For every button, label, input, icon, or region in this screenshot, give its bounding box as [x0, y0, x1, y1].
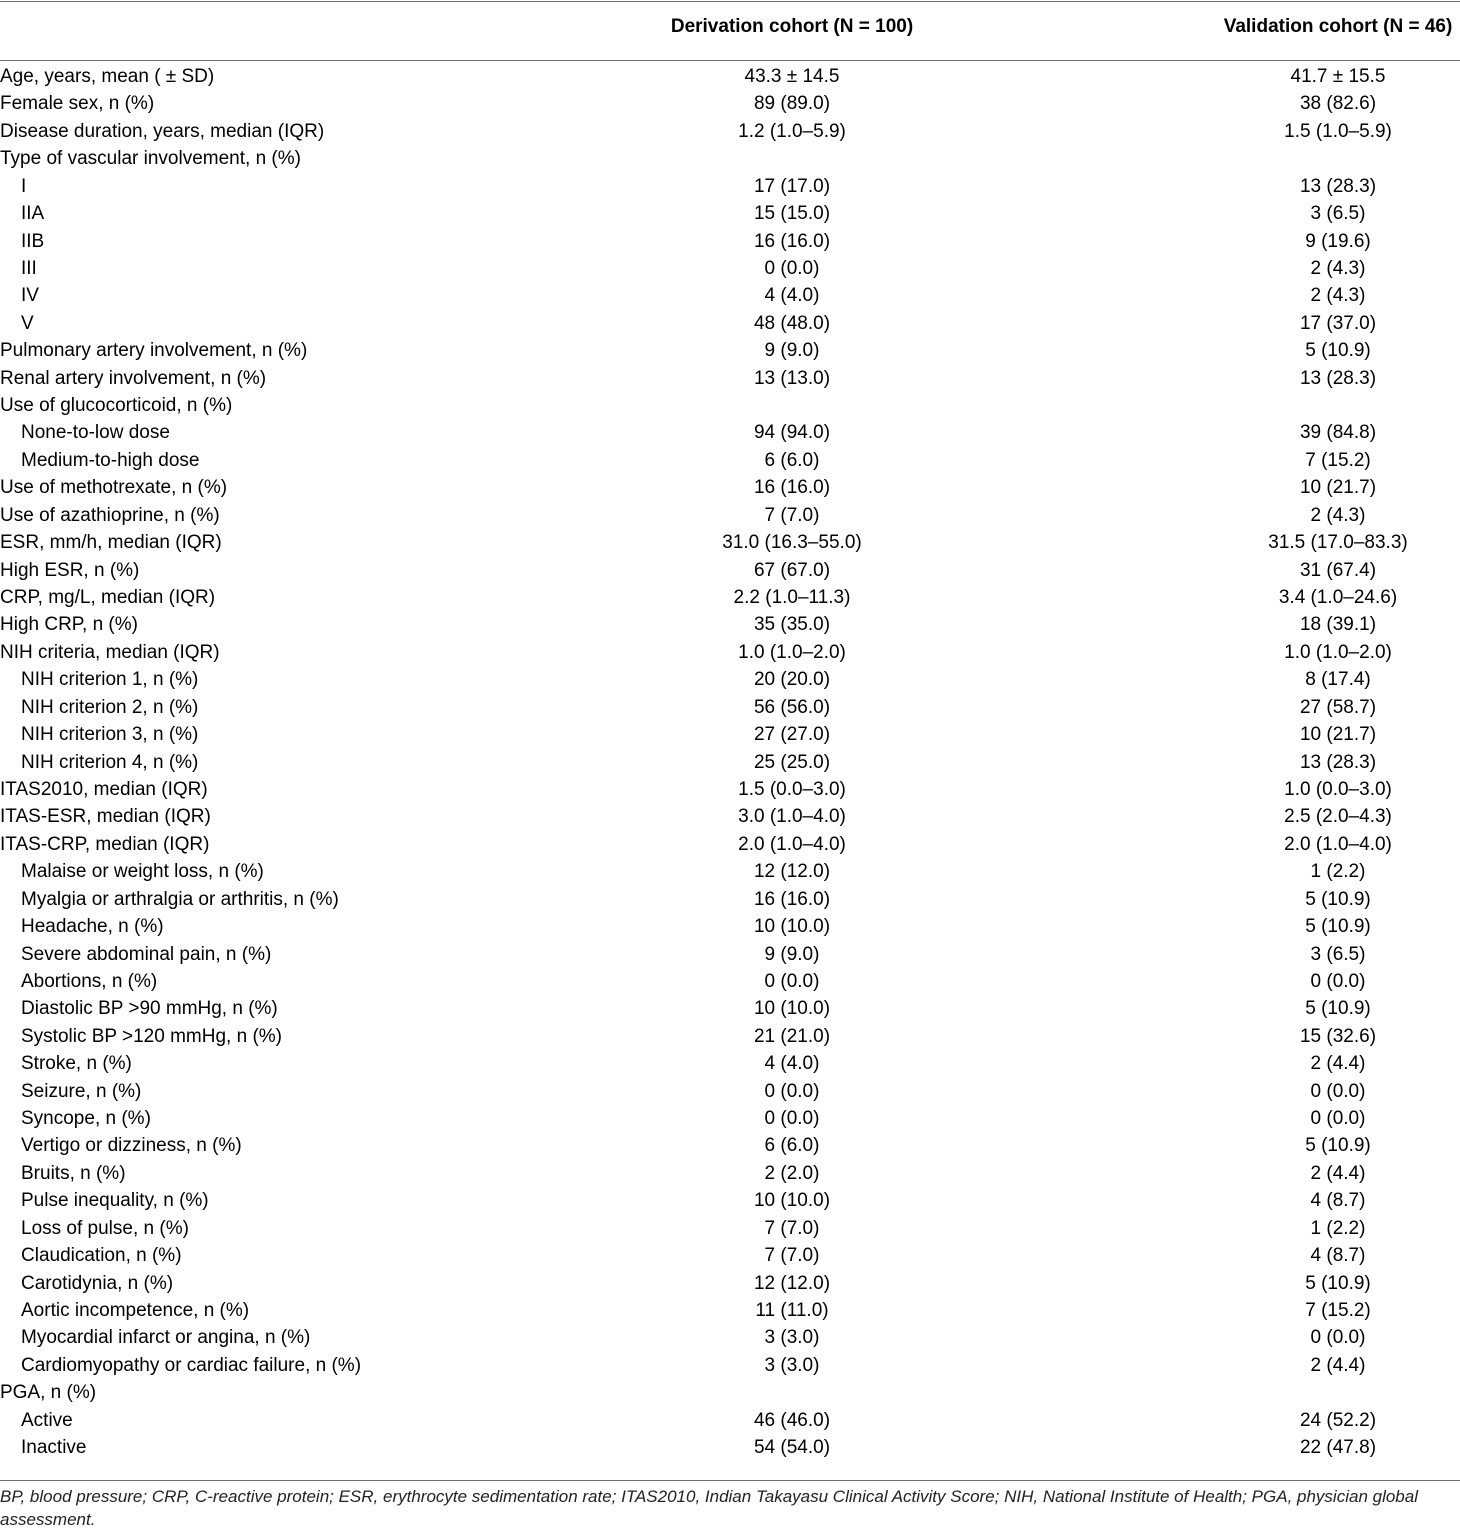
row-label: Abortions, n (%) — [21, 970, 158, 992]
table-row — [0, 1242, 1460, 1269]
table-row — [0, 474, 1460, 501]
derivation-value: 0 (0.0) — [764, 1080, 820, 1102]
derivation-value: 12 (12.0) — [753, 1272, 831, 1294]
row-label: Pulmonary artery involvement, n (%) — [0, 340, 308, 362]
table-body — [0, 63, 1460, 1462]
row-label: Headache, n (%) — [21, 916, 164, 938]
derivation-value: 3 (3.0) — [764, 1327, 820, 1349]
row-label: None-to-low dose — [21, 422, 170, 444]
row-label: Stroke, n (%) — [21, 1053, 132, 1075]
validation-value: 13 (28.3) — [1299, 751, 1377, 773]
derivation-value: 9 (9.0) — [764, 340, 820, 362]
validation-value: 3 (6.5) — [1310, 203, 1366, 225]
validation-value: 1.0 (1.0–2.0) — [1284, 641, 1392, 663]
row-label: Inactive — [21, 1437, 87, 1459]
table-row — [0, 1023, 1460, 1050]
derivation-value: 7 (7.0) — [764, 1245, 820, 1267]
validation-value: 0 (0.0) — [1310, 970, 1366, 992]
validation-value: 18 (39.1) — [1299, 614, 1377, 636]
validation-value: 0 (0.0) — [1310, 1327, 1366, 1349]
validation-value: 7 (15.2) — [1305, 449, 1371, 471]
row-label: Active — [21, 1409, 73, 1431]
row-label: ITAS2010, median (IQR) — [0, 778, 208, 800]
derivation-value: 35 (35.0) — [753, 614, 831, 636]
table-row — [0, 968, 1460, 995]
derivation-value: 11 (11.0) — [755, 1299, 829, 1321]
row-label: Myalgia or arthralgia or arthritis, n (%) — [21, 888, 339, 910]
validation-value: 7 (15.2) — [1305, 1299, 1371, 1321]
derivation-value: 25 (25.0) — [753, 751, 831, 773]
derivation-value: 16 (16.0) — [753, 477, 831, 499]
row-label: Cardiomyopathy or cardiac failure, n (%) — [21, 1354, 362, 1376]
validation-value: 31.5 (17.0–83.3) — [1268, 532, 1408, 554]
table-row — [0, 721, 1460, 748]
validation-value: 1.5 (1.0–5.9) — [1284, 120, 1392, 142]
table-row — [0, 666, 1460, 693]
validation-value: 2 (4.4) — [1310, 1354, 1366, 1376]
row-label: NIH criterion 2, n (%) — [21, 696, 199, 718]
row-label: Use of azathioprine, n (%) — [0, 504, 220, 526]
table-row — [0, 1270, 1460, 1297]
row-label: Claudication, n (%) — [21, 1245, 182, 1267]
derivation-value: 0 (0.0) — [764, 970, 820, 992]
table-row — [0, 639, 1460, 666]
row-label: Loss of pulse, n (%) — [21, 1217, 189, 1239]
row-label: V — [21, 312, 34, 334]
table-row — [0, 228, 1460, 255]
validation-value: 2.0 (1.0–4.0) — [1284, 833, 1392, 855]
derivation-value: 15 (15.0) — [753, 203, 831, 225]
validation-value: 10 (21.7) — [1299, 477, 1377, 499]
validation-value: 1.0 (0.0–3.0) — [1284, 778, 1392, 800]
table-footnote: BP, blood pressure; CRP, C-reactive protein; ESR, erythrocyte sedimentation rate; ITAS2010, Indian Takayasu Clinical Activity Score; NIH, National Institute of Health; PGA, physician global assessment. — [0, 1487, 1418, 1529]
table-row — [0, 1324, 1460, 1351]
validation-value: 24 (52.2) — [1299, 1409, 1377, 1431]
table-row — [0, 1379, 1460, 1406]
row-label: NIH criterion 3, n (%) — [21, 724, 199, 746]
row-label: IV — [21, 285, 39, 307]
row-label: Age, years, mean ( ± SD) — [0, 66, 215, 87]
table-row — [0, 1434, 1460, 1461]
derivation-value: 20 (20.0) — [753, 669, 831, 691]
table-row — [0, 1407, 1460, 1434]
row-label: Systolic BP >120 mmHg, n (%) — [21, 1025, 282, 1047]
derivation-value: 6 (6.0) — [764, 1135, 820, 1157]
row-label: Diastolic BP >90 mmHg, n (%) — [21, 998, 278, 1020]
table-row — [0, 255, 1460, 282]
validation-value: 2 (4.3) — [1310, 285, 1366, 307]
row-label: High CRP, n (%) — [0, 614, 138, 636]
table-row — [0, 337, 1460, 364]
table-row — [0, 90, 1460, 117]
table-bottom-rule — [0, 1480, 1460, 1481]
validation-value: 3 (6.5) — [1310, 943, 1366, 965]
table-row — [0, 611, 1460, 638]
row-label: Severe abdominal pain, n (%) — [21, 943, 272, 965]
derivation-value: 4 (4.0) — [764, 1053, 820, 1075]
row-label: ITAS-CRP, median (IQR) — [0, 833, 210, 855]
table-row — [0, 1050, 1460, 1077]
derivation-value: 3.0 (1.0–4.0) — [738, 806, 846, 828]
table-row — [0, 584, 1460, 611]
row-label: Use of methotrexate, n (%) — [0, 477, 228, 499]
validation-value: 5 (10.9) — [1305, 998, 1371, 1020]
table-row — [0, 831, 1460, 858]
derivation-value: 56 (56.0) — [753, 696, 831, 718]
row-label: Pulse inequality, n (%) — [21, 1190, 209, 1212]
table-row — [0, 941, 1460, 968]
derivation-value: 3 (3.0) — [764, 1354, 820, 1376]
header-validation-cohort: Validation cohort (N = 46) — [1223, 16, 1453, 37]
table-row — [0, 886, 1460, 913]
validation-value: 1 (2.2) — [1310, 1217, 1366, 1239]
table-row — [0, 365, 1460, 392]
table-row — [0, 557, 1460, 584]
derivation-value: 94 (94.0) — [753, 422, 831, 444]
table-row — [0, 776, 1460, 803]
derivation-value: 48 (48.0) — [753, 312, 831, 334]
validation-value: 13 (28.3) — [1299, 175, 1377, 197]
row-label: Aortic incompetence, n (%) — [21, 1299, 250, 1321]
row-label: High ESR, n (%) — [0, 559, 140, 581]
derivation-value: 16 (16.0) — [753, 888, 831, 910]
row-label: Medium-to-high dose — [21, 449, 200, 471]
validation-value: 2.5 (2.0–4.3) — [1284, 806, 1392, 828]
derivation-value: 10 (10.0) — [753, 1190, 831, 1212]
derivation-value: 2 (2.0) — [764, 1162, 820, 1184]
row-label: IIB — [21, 230, 45, 252]
row-label: NIH criteria, median (IQR) — [0, 641, 220, 663]
table-row — [0, 145, 1460, 172]
validation-value: 0 (0.0) — [1310, 1080, 1366, 1102]
derivation-value: 10 (10.0) — [753, 916, 831, 938]
table-row — [0, 282, 1460, 309]
validation-value: 2 (4.4) — [1310, 1053, 1366, 1075]
validation-value: 1 (2.2) — [1310, 861, 1366, 883]
validation-value: 4 (8.7) — [1310, 1190, 1366, 1212]
table-row — [0, 858, 1460, 885]
derivation-value: 1.2 (1.0–5.9) — [738, 120, 846, 142]
table-row — [0, 913, 1460, 940]
table-row — [0, 173, 1460, 200]
row-label: Disease duration, years, median (IQR) — [0, 120, 325, 142]
table-row — [0, 118, 1460, 145]
derivation-value: 27 (27.0) — [753, 724, 831, 746]
table-header — [0, 14, 1460, 40]
table-row — [0, 1297, 1460, 1324]
validation-value: 5 (10.9) — [1305, 340, 1371, 362]
row-label: CRP, mg/L, median (IQR) — [0, 587, 216, 609]
validation-value: 9 (19.6) — [1305, 230, 1371, 252]
derivation-value: 0 (0.0) — [764, 1108, 820, 1130]
row-label: Use of glucocorticoid, n (%) — [0, 395, 233, 417]
table-top-rule — [0, 1, 1460, 2]
validation-value: 3.4 (1.0–24.6) — [1278, 587, 1398, 609]
table-row — [0, 447, 1460, 474]
table-row — [0, 749, 1460, 776]
validation-value: 31 (67.4) — [1299, 559, 1377, 581]
table-row — [0, 529, 1460, 556]
derivation-value: 1.0 (1.0–2.0) — [738, 641, 846, 663]
table-row — [0, 1105, 1460, 1132]
row-label: Carotidynia, n (%) — [21, 1272, 174, 1294]
validation-value: 22 (47.8) — [1299, 1437, 1377, 1459]
validation-value: 0 (0.0) — [1310, 1108, 1366, 1130]
row-label: PGA, n (%) — [0, 1382, 97, 1404]
table-row — [0, 63, 1460, 90]
derivation-value: 54 (54.0) — [753, 1437, 831, 1459]
validation-value: 5 (10.9) — [1305, 916, 1371, 938]
table-row — [0, 419, 1460, 446]
validation-value: 41.7 ± 15.5 — [1290, 66, 1386, 87]
derivation-value: 46 (46.0) — [753, 1409, 831, 1431]
table-row — [0, 1160, 1460, 1187]
table-row — [0, 694, 1460, 721]
validation-value: 2 (4.3) — [1310, 504, 1366, 526]
header-derivation-cohort: Derivation cohort (N = 100) — [670, 16, 914, 37]
derivation-value: 89 (89.0) — [753, 93, 831, 115]
derivation-value: 1.5 (0.0–3.0) — [738, 778, 846, 800]
row-label: Type of vascular involvement, n (%) — [0, 148, 301, 170]
derivation-value: 9 (9.0) — [764, 943, 820, 965]
row-label: IIA — [21, 203, 45, 225]
validation-value: 8 (17.4) — [1305, 669, 1371, 691]
validation-value: 10 (21.7) — [1299, 724, 1377, 746]
validation-value: 5 (10.9) — [1305, 888, 1371, 910]
row-label: NIH criterion 1, n (%) — [21, 669, 199, 691]
row-label: Malaise or weight loss, n (%) — [21, 861, 264, 883]
derivation-value: 12 (12.0) — [753, 861, 831, 883]
table-row — [0, 803, 1460, 830]
validation-value: 39 (84.8) — [1299, 422, 1377, 444]
derivation-value: 2.0 (1.0–4.0) — [738, 833, 846, 855]
table-row — [0, 995, 1460, 1022]
row-label: Renal artery involvement, n (%) — [0, 367, 267, 389]
derivation-value: 67 (67.0) — [753, 559, 831, 581]
row-label: ITAS-ESR, median (IQR) — [0, 806, 211, 828]
derivation-value: 43.3 ± 14.5 — [744, 66, 840, 87]
table-row — [0, 1187, 1460, 1214]
derivation-value: 13 (13.0) — [753, 367, 831, 389]
row-label: ESR, mm/h, median (IQR) — [0, 532, 222, 554]
row-label: Vertigo or dizziness, n (%) — [21, 1135, 242, 1157]
validation-value: 13 (28.3) — [1299, 367, 1377, 389]
table-row — [0, 502, 1460, 529]
derivation-value: 6 (6.0) — [764, 449, 820, 471]
row-label: Bruits, n (%) — [21, 1162, 126, 1184]
derivation-value: 21 (21.0) — [753, 1025, 831, 1047]
derivation-value: 4 (4.0) — [764, 285, 820, 307]
validation-value: 2 (4.4) — [1310, 1162, 1366, 1184]
row-label: I — [21, 175, 27, 197]
row-label: III — [21, 257, 37, 279]
table-row — [0, 1215, 1460, 1242]
table-row — [0, 1352, 1460, 1379]
derivation-value: 7 (7.0) — [764, 1217, 820, 1239]
table-row — [0, 1132, 1460, 1159]
validation-value: 4 (8.7) — [1310, 1245, 1366, 1267]
derivation-value: 10 (10.0) — [753, 998, 831, 1020]
table-row — [0, 392, 1460, 419]
row-label: Female sex, n (%) — [0, 93, 155, 115]
table-row — [0, 310, 1460, 337]
validation-value: 38 (82.6) — [1299, 93, 1377, 115]
validation-value: 27 (58.7) — [1299, 696, 1377, 718]
validation-value: 15 (32.6) — [1299, 1025, 1377, 1047]
row-label: Seizure, n (%) — [21, 1080, 142, 1102]
table-header-rule — [0, 60, 1460, 61]
validation-value: 5 (10.9) — [1305, 1272, 1371, 1294]
row-label: Myocardial infarct or angina, n (%) — [21, 1327, 311, 1349]
derivation-value: 0 (0.0) — [764, 257, 820, 279]
row-label: NIH criterion 4, n (%) — [21, 751, 199, 773]
derivation-value: 2.2 (1.0–11.3) — [733, 587, 851, 609]
derivation-value: 17 (17.0) — [753, 175, 831, 197]
table-row — [0, 200, 1460, 227]
derivation-value: 16 (16.0) — [753, 230, 831, 252]
validation-value: 5 (10.9) — [1305, 1135, 1371, 1157]
derivation-value: 31.0 (16.3–55.0) — [722, 532, 862, 554]
validation-value: 2 (4.3) — [1310, 257, 1366, 279]
derivation-value: 7 (7.0) — [764, 504, 820, 526]
row-label: Syncope, n (%) — [21, 1108, 151, 1130]
table-row — [0, 1078, 1460, 1105]
validation-value: 17 (37.0) — [1299, 312, 1377, 334]
